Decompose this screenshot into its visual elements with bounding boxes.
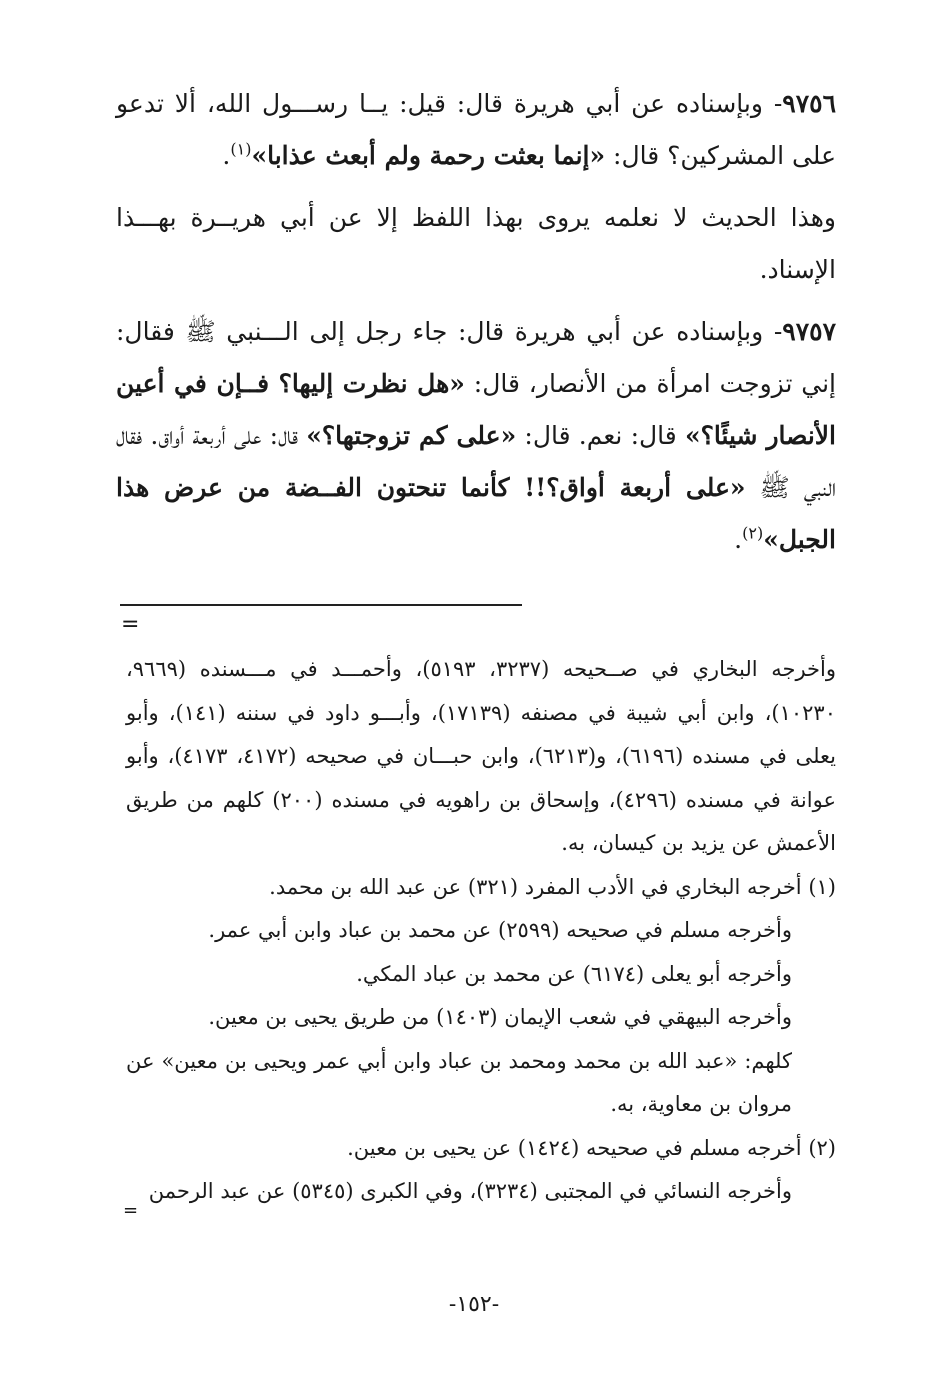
footnote-1-line: وأخرجه أبو يعلى (٦١٧٤) عن محمد بن عباد المكي.	[356, 961, 792, 986]
footnote-ref: (١)	[230, 139, 252, 159]
footnotes	[126, 648, 836, 1214]
footnote-1-line: وأخرجه مسلم في صحيحه (٢٥٩٩) عن محمد بن عباد وابن أبي عمر.	[208, 918, 792, 942]
hadith-quote: «هل نظرت إليها؟ فــإن في أعين الأنصار شيئًا؟»	[116, 369, 836, 450]
page-number: -١٥٢-	[448, 1292, 500, 1317]
footnote-ref: (٢)	[742, 523, 764, 543]
continuation-mark: =	[123, 1200, 139, 1221]
continuation-mark: =	[121, 612, 140, 637]
hadith-quote: «على أربعة أواق؟!! كأنما تنحتون الفــضة من عرض هذا الجبل»	[116, 473, 836, 554]
main-text	[116, 78, 836, 576]
hadith-quote: «إنما بعثت رحمة ولم أبعث عذابا»	[251, 141, 606, 170]
sentence-end: .	[734, 525, 743, 554]
footnote-carryover: وأخرجه البخاري في صــحيحه (٣٢٣٧، ٥١٩٣)، وأحمـــد في مـــسنده (٩٦٦٩، ١٠٢٣٠)، وابن أبي شيبة في مصنفه (١٧١٣٩)، وأبـــو داود في سننه (١٤١)، وأبو يعلى في مسنده (٦١٩٦)، و(٦٢١٣)، وابن حبـــان في صحيحه (٤١٧٢، ٤١٧٣)، وأبو عوانة في مسنده (٤٢٩٦)، وإسحاق بن راهويه في مسنده (٢٠٠) كلهم من طريق الأعمش عن يزيد بن كيسان، به.	[126, 657, 836, 855]
hadith-number: ٩٧٥٧	[782, 317, 836, 346]
footnote-1-line: كلهم: «عبد الله بن محمد ومحمد بن عباد وابن أبي عمر ويحيى بن معين» عن مروان بن معاوية، به.	[126, 1048, 792, 1116]
hadith-number: ٩٧٥٦	[782, 89, 836, 118]
hadith-text: قال: على أربعة أواق. فقال النبي ﷺ	[116, 421, 836, 502]
hadith-text: - وبإسناده عن أبي هريرة قال: جاء رجل إلى الـــنبي ﷺ فقال: إني تزوجت امرأة من الأنصار، قال:	[116, 317, 837, 398]
footnote-1-line: وأخرجه البيهقي في شعب الإيمان (١٤٠٣) من طريق يحيى بن معين.	[208, 1005, 792, 1029]
footnote-separator	[120, 604, 522, 606]
hadith-text: قال: نعم. قال:	[516, 421, 685, 450]
hadith-9757	[116, 306, 836, 566]
hadith-comment: وهذا الحديث لا نعلمه يروى بهذا اللفظ إلا عن أبي هريــرة بهـــذا الإسناد.	[116, 203, 836, 284]
footnote-1-head: (١) أخرجه البخاري في الأدب المفرد (٣٢١) عن عبد الله بن محمد.	[269, 874, 836, 899]
footnote-2-head: (٢) أخرجه مسلم في صحيحه (١٤٢٤) عن يحيى بن معين.	[347, 1135, 836, 1160]
sentence-end: .	[222, 141, 231, 170]
hadith-quote: «على كم تزوجتها؟»	[306, 421, 517, 450]
footnote-2-line: وأخرجه النسائي في المجتبى (٣٢٣٤)، وفي الكبرى (٥٣٤٥) عن عبد الرحمن	[148, 1179, 792, 1203]
hadith-9756	[116, 78, 836, 182]
hadith-text: - وبإسناده عن أبي هريرة قال: قيل: يــا رســـول الله، ألا تدعو على المشركين؟ قال:	[116, 89, 836, 170]
